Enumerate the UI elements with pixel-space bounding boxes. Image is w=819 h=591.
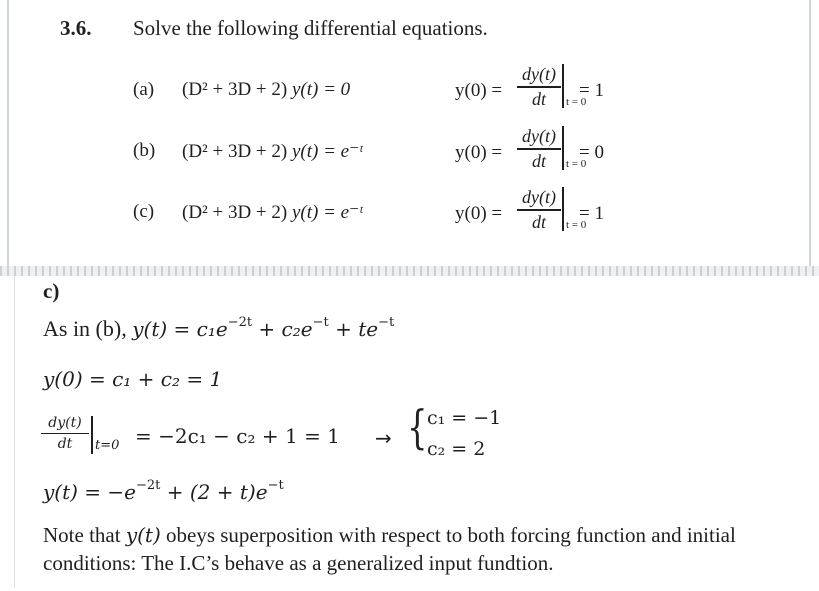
part-a-rhs: y(t) = 0	[291, 79, 351, 100]
section-divider	[0, 266, 819, 276]
note-prefix: Note that	[43, 523, 126, 547]
part-c-deriv-num: dy(t)	[522, 187, 556, 207]
left-border	[7, 0, 9, 266]
final-solution-math: y(t) = −e	[43, 480, 137, 504]
part-c-deriv-value: = 1	[579, 203, 604, 224]
system-c2: c₂ = 2	[427, 438, 486, 460]
part-c-operator: (D² + 3D + 2)	[182, 202, 288, 223]
derivative-num: dy(t)	[48, 415, 82, 431]
part-b-operator: (D² + 3D + 2)	[182, 141, 288, 162]
problem-number: 3.6.	[60, 16, 92, 40]
evaluation-bar	[562, 126, 564, 170]
part-b-deriv-num: dy(t)	[522, 126, 556, 146]
part-b-label: (b)	[133, 140, 156, 161]
note-math: y(t)	[125, 523, 161, 547]
problem-title: Solve the following differential equations.	[133, 16, 488, 40]
exponent-4: −2t	[136, 478, 161, 493]
evaluation-bar	[562, 64, 564, 108]
part-b-derivative	[517, 126, 561, 172]
part-b-y0: y(0) =	[455, 142, 503, 163]
part-a-deriv-den: dt	[531, 88, 546, 109]
exponent-3: −t	[378, 315, 395, 330]
general-solution-end: + te	[328, 317, 379, 341]
part-c-y0: y(0) =	[455, 203, 503, 224]
system-c1: c₁ = −1	[427, 407, 502, 429]
part-b-deriv-den: dt	[531, 150, 546, 171]
fraction-bar	[517, 86, 561, 88]
note-suffix: obeys superposition with respect to both forcing function and initial conditions: The I.C’s behave as a generalized input fundtion.	[43, 523, 736, 575]
general-solution-math: y(t) = c₁e	[132, 317, 228, 341]
part-a-operator: (D² + 3D + 2)	[182, 79, 288, 100]
part-b-rhs: y(t) = e⁻ᵗ	[291, 141, 363, 162]
right-border	[809, 0, 811, 266]
fraction-bar	[517, 148, 561, 150]
right-arrow-icon: →	[375, 426, 392, 450]
exponent-5: −t	[267, 478, 284, 493]
solution-section	[14, 276, 813, 588]
part-a-derivative	[517, 64, 561, 110]
general-solution-intro: As in (b),	[43, 316, 133, 341]
part-c-deriv-den: dt	[531, 211, 546, 232]
problem-section	[0, 0, 819, 266]
derivative-eval-point: t=0	[95, 438, 120, 453]
derivative-fraction	[41, 415, 89, 452]
exponent-1: −2t	[227, 315, 253, 330]
fraction-bar	[517, 209, 561, 211]
part-b-deriv-value: = 0	[579, 142, 604, 163]
part-c-eval-point: t = 0	[566, 219, 587, 231]
superposition-note	[43, 521, 783, 577]
part-a-y0: y(0) =	[455, 80, 503, 101]
evaluation-bar	[91, 416, 93, 454]
evaluation-bar	[562, 187, 564, 231]
derivative-den: dt	[57, 436, 73, 452]
part-c-derivative	[517, 187, 561, 233]
initial-value-line	[43, 366, 222, 392]
initial-value-equation: y(0) = c₁ + c₂ = 1	[43, 367, 223, 391]
part-a-deriv-num: dy(t)	[522, 64, 556, 84]
part-a-equation	[182, 79, 350, 101]
part-a-deriv-value: = 1	[579, 80, 604, 101]
part-b-eval-point: t = 0	[566, 158, 587, 170]
part-b-equation	[182, 140, 362, 163]
part-c-rhs: y(t) = e⁻ᵗ	[291, 202, 363, 223]
fraction-bar	[41, 433, 89, 434]
general-solution-line	[43, 316, 394, 342]
part-c-label: (c)	[133, 201, 155, 222]
general-solution-mid: + c₂e	[252, 317, 313, 341]
final-solution-line	[43, 479, 284, 505]
exponent-2: −t	[312, 315, 329, 330]
derivative-equation: = −2c₁ − c₂ + 1 = 1	[135, 424, 340, 448]
final-solution-mid: + (2 + t)e	[160, 480, 268, 504]
solution-part-label: c)	[43, 279, 60, 303]
part-a-eval-point: t = 0	[566, 96, 587, 108]
left-brace: {	[407, 400, 428, 454]
part-c-equation	[182, 201, 362, 224]
part-a-label: (a)	[133, 79, 155, 100]
